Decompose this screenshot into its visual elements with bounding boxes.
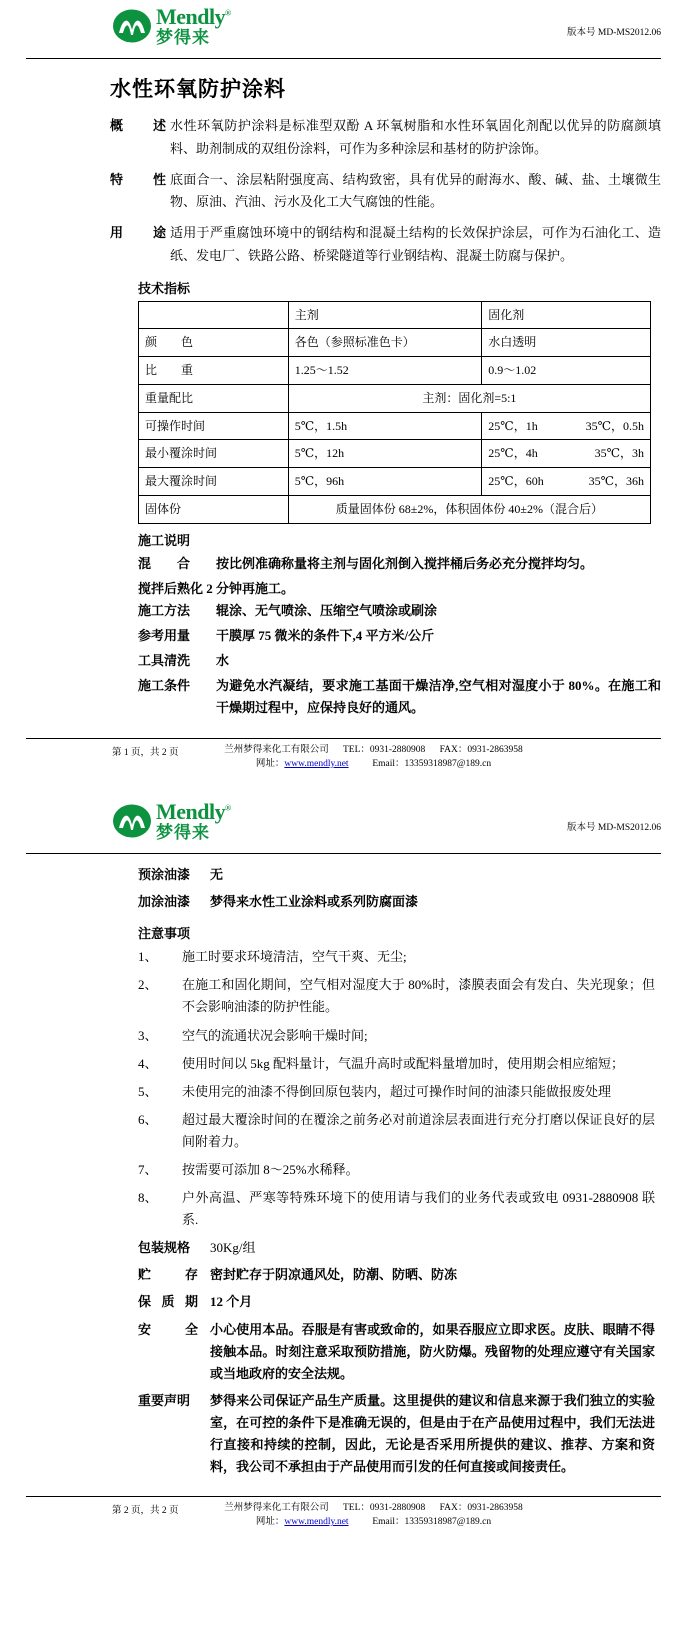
registered-mark-icon: ®: [225, 8, 231, 18]
notice-text-7: 按需要可添加 8～25%水稀释。: [182, 1161, 359, 1177]
table-row: [139, 440, 651, 468]
table-row: [139, 384, 651, 412]
spec-row-potlife-v2: 25℃，1h 35℃，0.5h: [482, 412, 651, 440]
page2-header-divider: [26, 853, 661, 854]
logo-wordmark: [156, 801, 231, 841]
spec-row-solids-label: 固体份: [139, 496, 289, 524]
spec-row-ratio-value: 主剂：固化剂=5:1: [288, 384, 650, 412]
footer-web-link[interactable]: www.mendly.net: [284, 1517, 349, 1528]
page2-content: [0, 864, 687, 1478]
row-shelf-life: [26, 1291, 661, 1313]
notice-index-6: 6、: [138, 1111, 158, 1127]
spec-header-hardener: 固化剂: [482, 301, 651, 329]
page1-header: [0, 0, 687, 58]
page2-footer: [26, 1497, 661, 1536]
row-disclaimer: [26, 1390, 661, 1478]
spec-table: [138, 301, 651, 524]
row-packaging-label: 包装规格: [138, 1240, 191, 1256]
instruction-coverage-text: 干膜厚 75 微米的条件下,4 平方米/公斤: [216, 628, 435, 644]
table-row: [139, 357, 651, 385]
spec-row-density-hardener: 0.9～1.02: [482, 357, 651, 385]
spec-row-color-hardener: 水白透明: [482, 329, 651, 357]
row-storage: [26, 1264, 661, 1286]
spec-row-potlife-v1: 5℃，1.5h: [288, 412, 482, 440]
section-features: [26, 169, 661, 215]
page1-footer-wrap: [0, 738, 687, 778]
page2-footer-wrap: [0, 1496, 687, 1536]
row-shelf-life-label: 保 质 期: [138, 1294, 198, 1310]
section-usage: [26, 222, 661, 268]
instruction-cleaning-text: 水: [216, 653, 230, 669]
footer-line-2: [86, 757, 661, 771]
company-logo: [112, 801, 231, 841]
table-header-row: [139, 301, 651, 329]
instruction-conditions-label: 施工条件: [138, 678, 191, 694]
instruction-coverage-label: 参考用量: [138, 628, 191, 644]
page1-footer: [26, 739, 661, 778]
spec-row-minovercoat-label: 最小覆涂时间: [139, 440, 289, 468]
row-packaging: [26, 1237, 661, 1259]
page1-content: [0, 73, 687, 720]
footer-fax: FAX：0931-2863958: [439, 1503, 523, 1514]
page2-version-label: 版本号 MD-MS2012.06: [567, 823, 661, 834]
row-primer-text: 无: [210, 867, 224, 883]
instruction-mixing-text: 按比例准确称量将主剂与固化剂倒入搅拌桶后务必充分搅拌均匀。: [216, 555, 594, 571]
row-safety: [26, 1319, 661, 1385]
notice-item-3: [26, 1025, 661, 1047]
row-topcoat-label: 加涂油漆: [138, 894, 191, 910]
footer-tel: TEL：0931-2880908: [342, 744, 426, 755]
instruction-coverage: [26, 625, 661, 647]
table-row: [139, 468, 651, 496]
page1-page-number: 第 1 页，共 2 页: [112, 747, 179, 758]
logo-name-cn: 梦得来: [156, 823, 210, 843]
notice-item-5: [26, 1081, 661, 1103]
footer-line-2: [86, 1515, 661, 1529]
instructions-title: 施工说明: [138, 532, 191, 548]
page1-version-label: 版本号 MD-MS2012.06: [567, 28, 661, 38]
notice-index-2: 2、: [138, 977, 158, 993]
row-storage-text: 密封贮存于阴凉通风处，防潮、防晒、防冻: [210, 1267, 458, 1283]
spec-row-maxovercoat-v2: 25℃，60h 35℃，36h: [482, 468, 651, 496]
spec-header-base: 主剂: [288, 301, 482, 329]
spec-row-maxovercoat-label: 最大覆涂时间: [139, 468, 289, 496]
footer-company: 兰州梦得来化工有限公司: [224, 744, 329, 755]
notice-text-2: 在施工和固化期间，空气相对湿度大于 80%时，漆膜表面会有发白、失光现象；但不会影响油漆的防护性能。: [182, 977, 655, 1015]
registered-mark-icon: ®: [225, 803, 231, 813]
instructions-block: [26, 530, 661, 720]
instruction-method: [26, 600, 661, 622]
row-topcoat-text: 梦得来水性工业涂料或系列防腐面漆: [210, 894, 419, 910]
section-usage-label: 用途: [110, 225, 166, 240]
logo-name-en: Mendly®: [156, 4, 231, 29]
notice-index-8: 8、: [138, 1190, 158, 1206]
table-row: [139, 412, 651, 440]
spec-row-minovercoat-v1: 5℃，12h: [288, 440, 482, 468]
spec-row-density-label: 比 重: [139, 357, 289, 385]
notice-item-1: [26, 946, 661, 968]
spec-row-color-label: 颜 色: [139, 329, 289, 357]
notice-text-5: 未使用完的油漆不得倒回原包装内，超过可操作时间的油漆只能做报废处理: [182, 1083, 612, 1099]
footer-email-label: Email：: [372, 758, 405, 769]
instruction-conditions: [26, 675, 661, 719]
notice-index-7: 7、: [138, 1161, 158, 1177]
logo-name-en: Mendly®: [156, 799, 231, 825]
spec-row-maxovercoat-v1: 5℃，96h: [288, 468, 482, 496]
footer-web-label: 网址：: [255, 758, 285, 769]
notice-text-6: 超过最大覆涂时间的在覆涂之前务必对前道涂层表面进行充分打磨以保证良好的层间附着力。: [182, 1111, 655, 1149]
row-disclaimer-text: 梦得来公司保证产品生产质量。这里提供的建议和信息来源于我们独立的实验室，在可控的条件下是准确无误的，但是由于在产品使用过程中，我们无法进行直接和持续的控制，因此，无论是否采用所提供的建议、推荐、方案和资料，我公司不承担由于产品使用而引发的任何直接或间接责任。: [210, 1392, 655, 1475]
spec-row-potlife-label: 可操作时间: [139, 412, 289, 440]
section-usage-text: 适用于严重腐蚀环境中的钢结构和混凝土结构的长效保护涂层，可作为石油化工、造纸、发电厂、铁路公路、桥梁隧道等行业钢结构、混凝土防腐与保护。: [170, 225, 661, 263]
row-packaging-text: 30Kg/组: [210, 1240, 256, 1256]
logo-wordmark: [156, 6, 231, 46]
spec-header-blank: [139, 301, 289, 329]
notice-item-4: [26, 1053, 661, 1075]
table-row: [139, 329, 651, 357]
notice-index-4: 4、: [138, 1055, 158, 1071]
row-primer: [26, 864, 661, 886]
notice-text-3: 空气的流通状况会影响干燥时间;: [182, 1027, 368, 1043]
section-features-text: 底面合一、涂层粘附强度高、结构致密，具有优异的耐海水、酸、碱、盐、土壤微生物、原油、汽油、污水及化工大气腐蚀的性能。: [170, 171, 661, 210]
footer-company: 兰州梦得来化工有限公司: [224, 1503, 329, 1514]
footer-email-label: Email：: [372, 1517, 405, 1528]
footer-email: 13359318987@189.cn: [404, 758, 492, 769]
row-shelf-life-text: 12 个月: [210, 1294, 253, 1310]
notice-index-3: 3、: [138, 1027, 158, 1043]
logo-mark-icon: [112, 9, 152, 43]
row-storage-label: 贮 存: [138, 1267, 198, 1283]
logo-name-cn: 梦得来: [156, 28, 210, 47]
notice-text-4: 使用时间以 5kg 配料量计，气温升高时或配料量增加时，使用期会相应缩短；: [182, 1055, 625, 1071]
section-overview-label: 概述: [110, 118, 166, 133]
document-page-2: [0, 795, 687, 1536]
notice-item-7: [26, 1159, 661, 1181]
page1-header-divider: [26, 58, 661, 59]
spec-row-minovercoat-v2: 25℃，4h 35℃，3h: [482, 440, 651, 468]
instruction-cleaning: [26, 650, 661, 672]
page-title: 水性环氧防护涂料: [110, 77, 286, 101]
instruction-mixing-label: 混 合: [138, 555, 191, 571]
section-features-label: 特性: [110, 171, 166, 187]
section-overview-text: 水性环氧防护涂料是标准型双酚 A 环氧树脂和水性环氧固化剂配以优异的防腐颜填料、助剂制成的双组份涂料，可作为多种涂层和基材的防护涂饰。: [170, 118, 661, 156]
row-disclaimer-label: 重要声明: [138, 1392, 191, 1408]
notice-item-2: [26, 974, 661, 1018]
spec-row-solids-value: 质量固体份 68±2%，体积固体份 40±2%（混合后）: [288, 496, 650, 524]
row-safety-text: 小心使用本品。吞服是有害或致命的，如果吞服应立即求医。皮肤、眼睛不得接触本品。时刻注意采取预防措施，防火防爆。残留物的处理应遵守有关国家或当地政府的安全法规。: [210, 1321, 655, 1381]
instruction-conditions-text: 为避免水汽凝结，要求施工基面干燥洁净,空气相对湿度小于 80%。在施工和干燥期过程中，应保持良好的通风。: [216, 678, 661, 716]
page2-header: [0, 795, 687, 853]
spec-row-density-base: 1.25～1.52: [288, 357, 482, 385]
spec-row-color-base: 各色（参照标准色卡）: [288, 329, 482, 357]
logo-mark-icon: [112, 804, 152, 838]
notice-index-5: 5、: [138, 1083, 158, 1099]
spec-row-ratio-label: 重量配比: [139, 384, 289, 412]
instruction-mixing: [26, 553, 661, 575]
company-logo: [112, 6, 231, 46]
notice-title: 注意事项: [138, 926, 191, 942]
page-break: [0, 777, 687, 795]
spec-table-title: 技术指标: [138, 280, 191, 296]
footer-email: 13359318987@189.cn: [404, 1517, 492, 1528]
notice-item-8: [26, 1187, 661, 1231]
instruction-mixing-continuation: 搅拌后熟化 2 分钟再施工。: [138, 580, 295, 596]
footer-fax: FAX：0931-2863958: [439, 744, 523, 755]
footer-web-label: 网址：: [255, 1517, 285, 1528]
instruction-method-label: 施工方法: [138, 603, 191, 619]
page2-page-number: 第 2 页，共 2 页: [112, 1506, 179, 1517]
notice-item-6: [26, 1109, 661, 1153]
notice-text-8: 户外高温、严寒等特殊环境下的使用请与我们的业务代表或致电 0931-2880908 联系.: [182, 1190, 655, 1228]
footer-web-link[interactable]: www.mendly.net: [284, 758, 349, 769]
instruction-method-text: 辊涂、无气喷涂、压缩空气喷涂或刷涂: [216, 603, 438, 619]
instruction-cleaning-label: 工具清洗: [138, 653, 191, 669]
document-page-1: [0, 0, 687, 777]
row-primer-label: 预涂油漆: [138, 867, 191, 883]
row-topcoat: [26, 891, 661, 913]
notice-index-1: 1、: [138, 949, 158, 965]
table-row: [139, 496, 651, 524]
section-overview: [26, 115, 661, 161]
notice-text-1: 施工时要求环境清洁，空气干爽、无尘;: [182, 949, 407, 965]
footer-tel: TEL：0931-2880908: [342, 1503, 426, 1514]
row-safety-label: 安 全: [138, 1321, 198, 1337]
